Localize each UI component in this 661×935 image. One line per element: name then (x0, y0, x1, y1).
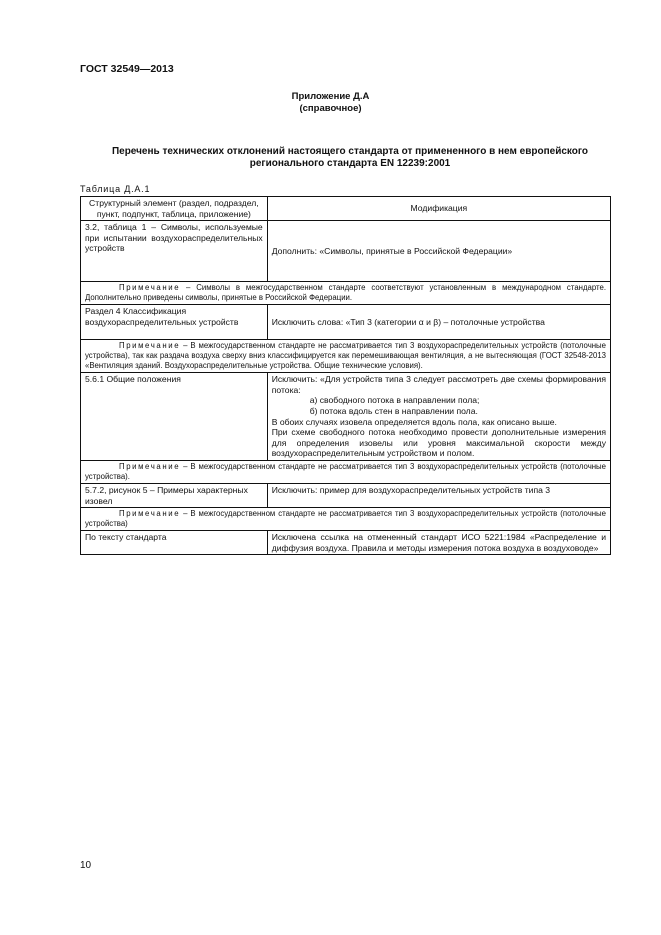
table-header-row (81, 197, 611, 221)
modification-cell: Исключить: пример для воздухораспределительных устройств типа 3 (267, 483, 610, 507)
modification-cell: Исключить слова: «Тип 3 (категории α и β) – потолочные устройства (267, 305, 610, 340)
page-number: 10 (80, 860, 92, 871)
structural-element-cell: 5.7.2, рисунок 5 – Примеры характерных изовел (81, 483, 268, 507)
note-row (81, 282, 611, 305)
table-row (81, 221, 611, 282)
table-row (81, 483, 611, 507)
structural-element-cell: Раздел 4 Классификация воздухораспределительных устройств (81, 305, 268, 340)
standard-code: ГОСТ 32549—2013 (80, 63, 174, 75)
note-paragraph (85, 462, 606, 482)
table-row (81, 305, 611, 340)
modification-item-a: а) свободного потока в направлении пола; (309, 395, 480, 406)
table-row (81, 373, 611, 461)
appendix-type: (справочное) (299, 103, 362, 114)
note-text: – Символы в межгосударственном стандарте соответствуют установленным в международном стандарте. Дополнительно приведены символы, принятые в Российской Федерации. (85, 283, 606, 303)
table-row (81, 531, 611, 555)
note-paragraph (85, 341, 606, 371)
note-row (81, 460, 611, 483)
header-structural-element: Структурный элемент (раздел, подраздел, пункт, подпункт, таблица, приложение) (81, 197, 268, 221)
appendix-title: Приложение Д.А (291, 91, 370, 102)
note-cell (81, 340, 611, 373)
modification-item-b: б) потока вдоль стен в направлении пола. (309, 405, 478, 416)
note-text: – В межгосударственном стандарте не рассматривается тип 3 воздухораспределительных устройств (потолочные устройства), так как раздача воздуха сверху вниз классифицируется как перемешивающая вентиляция, а не вытесняющая (ГОСТ 32548-2013 «Вентиляция зданий. Воздухораспределительные устройства. Общие технические условия). (85, 341, 606, 371)
note-label: Примечание (119, 283, 181, 293)
table-caption: Таблица Д.А.1 (80, 184, 151, 194)
modification-paragraph: В обоих случаях изовела определяется вдоль пола, как описано выше. (271, 416, 557, 427)
structural-element-cell: 5.6.1 Общие положения (81, 373, 268, 461)
note-cell (81, 460, 611, 483)
note-text: – В межгосударственном стандарте не рассматривается тип 3 воздухораспределительных устройств (потолочные устройства). (85, 461, 606, 481)
note-cell (81, 282, 611, 305)
note-cell (81, 508, 611, 531)
note-paragraph (85, 283, 606, 303)
note-label: Примечание (119, 341, 181, 351)
modification-cell: Дополнить: «Символы, принятые в Российской Федерации» (267, 221, 610, 282)
document-title: Перечень технических отклонений настоящего стандарта от примененного в нем европейского регионального стандарта EN 12239:2001 (111, 146, 589, 169)
appendix-heading (0, 91, 661, 115)
note-paragraph (85, 509, 606, 529)
header-modification: Модификация (267, 197, 610, 221)
modification-cell: Исключена ссылка на отмененный стандарт ИСО 5221:1984 «Распределение и диффузия воздуха. Правила и методы измерения потока воздуха в воздуховоде» (267, 531, 610, 555)
note-label: Примечание (119, 509, 181, 519)
modification-intro: Исключить: «Для устройств типа 3 следует рассмотреть две схемы формирования потока: (271, 374, 606, 395)
note-label: Примечание (119, 461, 181, 471)
note-row (81, 340, 611, 373)
deviations-table (80, 196, 611, 555)
modification-cell (267, 373, 610, 461)
structural-element-cell: По тексту стандарта (81, 531, 268, 555)
note-row (81, 508, 611, 531)
structural-element-cell: 3.2, таблица 1 – Символы, используемые при испытании воздухораспределительных устройств (81, 221, 268, 282)
modification-paragraph: При схеме свободного потока необходимо провести дополнительные измерения для определения изовелы или уровня максимальной скорости между воздухораспределительным устройством и полом. (271, 427, 606, 459)
note-text: – В межгосударственном стандарте не рассматривается тип 3 воздухораспределительных устройств (потолочные устройства) (85, 509, 606, 529)
